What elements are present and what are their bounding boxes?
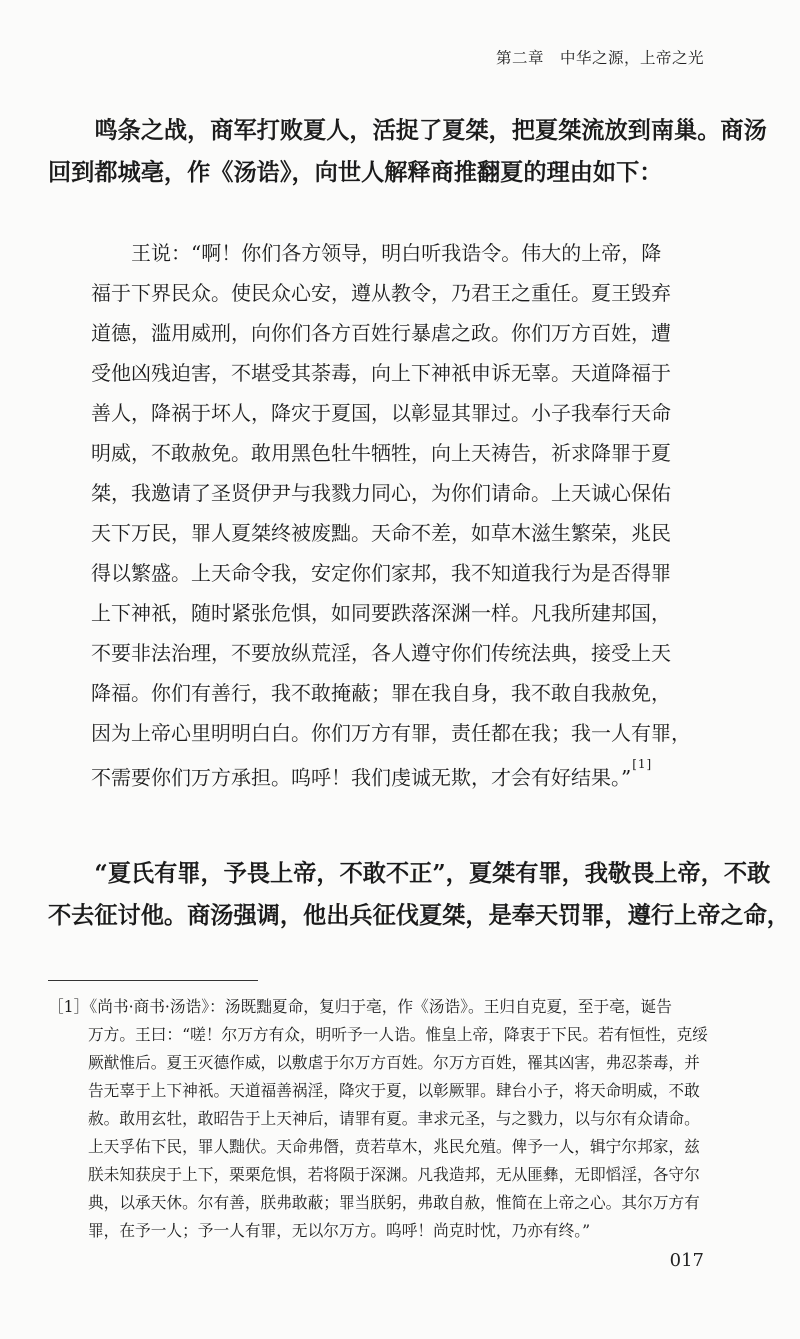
text-line: “夏氏有罪，予畏上帝，不敢不正”，夏桀有罪，我敬畏上帝，不敢 [48, 860, 771, 887]
text-line: 善人，降祸于坏人，降灾于夏国，以彰显其罪过。小子我奉行天命 [91, 401, 671, 425]
text-line: 受他凶残迫害，不堪受其荼毒，向上下神祇申诉无辜。天道降福于 [91, 361, 671, 385]
footnote-reference[interactable]: [1] [632, 757, 653, 771]
text-line: 道德，滥用威刑，向你们各方百姓行暴虐之政。你们万方百姓，遭 [91, 321, 671, 345]
text-line: 不需要你们万方承担。呜呼！我们虔诚无欺，才会有好结果。” [91, 765, 632, 790]
footnote-divider [48, 980, 258, 981]
text-line: 桀，我邀请了圣贤伊尹与我戮力同心，为你们请命。上天诚心保佑 [91, 481, 671, 505]
text-line: 不要非法治理，不要放纵荒淫，各人遵守你们传统法典，接受上天 [91, 641, 671, 665]
footnote-line: ［1］《尚书·商书·汤诰》：汤既黜夏命，复归于亳，作《汤诰》。王归自克夏，至于亳，诞告 [48, 997, 672, 1016]
body-paragraph-2 [48, 853, 790, 937]
footnote [48, 993, 708, 1245]
footnote-line: 上天孚佑下民，罪人黜伏。天命弗僭，贲若草木，兆民允殖。俾予一人，辑宁尔邦家，兹 [88, 1137, 700, 1156]
text-line: 鸣条之战，商军打败夏人，活捉了夏桀，把夏桀流放到南巢。商汤 [48, 117, 767, 144]
footnote-line: 赦。敢用玄牡，敢昭告于上天神后，请罪有夏。聿求元圣，与之戮力，以与尔有众请命。 [88, 1109, 700, 1128]
page-number: 017 [669, 1250, 704, 1271]
footnote-line: 朕未知获戾于上下，栗栗危惧，若将陨于深渊。凡我造邦，无从匪彝，无即慆淫，各守尔 [88, 1165, 700, 1184]
text-line: 得以繁盛。上天命令我，安定你们家邦，我不知道我行为是否得罪 [91, 561, 671, 585]
footnote-line: 告无辜于上下神祇。天道福善祸淫，降灾于夏，以彰厥罪。肆台小子，将天命明威，不敢 [88, 1081, 700, 1100]
text-line: 回到都城亳，作《汤诰》，向世人解释商推翻夏的理由如下： [48, 159, 663, 186]
footnote-line: 厥猷惟后。夏王灭德作威，以敷虐于尔万方百姓。尔万方百姓，罹其凶害，弗忍荼毒，并 [88, 1053, 700, 1072]
text-line: 上下神祇，随时紧张危惧，如同要跌落深渊一样。凡我所建邦国， [91, 601, 671, 625]
text-line: 降福。你们有善行，我不敢掩蔽；罪在我自身，我不敢自我赦免， [91, 681, 671, 705]
text-line-last [91, 753, 691, 798]
text-line: 王说：“啊！你们各方领导，明白听我诰令。伟大的上帝，降 [91, 241, 662, 265]
text-line: 福于下界民众。使民众心安，遵从教令，乃君王之重任。夏王毁弃 [91, 281, 671, 305]
body-paragraph-1 [48, 110, 767, 194]
text-line: 不去征讨他。商汤强调，他出兵征伐夏桀，是奉天罚罪，遵行上帝之命， [48, 902, 790, 929]
running-header: 第二章 中华之源，上帝之光 [495, 49, 704, 67]
footnote-line: 典，以承天休。尔有善，朕弗敢蔽；罪当朕躬，弗敢自赦，惟简在上帝之心。其尔万方有 [88, 1193, 700, 1212]
text-line: 明威，不敢赦免。敢用黑色牡牛牺牲，向上天祷告，祈求降罪于夏 [91, 441, 671, 465]
quoted-passage [91, 233, 691, 798]
text-line: 天下万民，罪人夏桀终被废黜。天命不差，如草木滋生繁荣，兆民 [91, 521, 671, 545]
text-line: 因为上帝心里明明白白。你们万方有罪，责任都在我；我一人有罪， [91, 721, 691, 745]
footnote-line: 万方。王曰：“嗟！尔万方有众，明听予一人诰。惟皇上帝，降衷于下民。若有恒性，克绥 [88, 1025, 708, 1044]
footnote-line: 罪，在予一人；予一人有罪，无以尔万方。呜呼！尚克时忱，乃亦有终。” [88, 1221, 591, 1240]
